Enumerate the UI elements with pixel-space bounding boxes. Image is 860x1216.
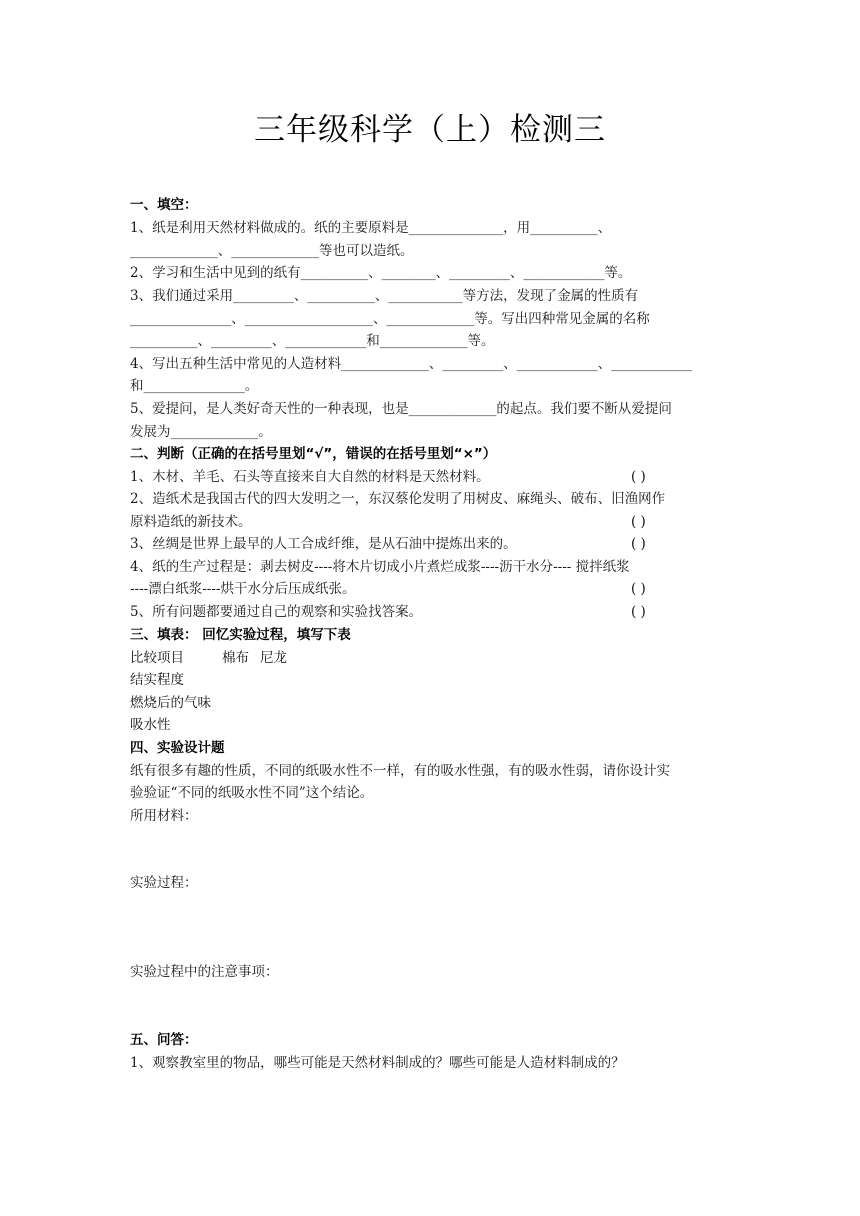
section-3-heading: 三、填表： 回忆实验过程，填写下表 xyxy=(130,627,351,643)
fill-line: 和_______________。 xyxy=(130,378,259,394)
fill-line: 1、纸是利用天然材料做成的。纸的主要原料是______________，用__________、 xyxy=(130,220,612,236)
table-header-cell: 尼龙 xyxy=(260,650,287,666)
page-title: 三年级科学（上）检测三 xyxy=(254,112,606,148)
fill-line: 5、爱提问，是人类好奇天性的一种表现，也是_____________的起点。我们要不断从爱提问 xyxy=(130,401,672,417)
section-1-heading: 一、填空： xyxy=(130,197,198,213)
prompt-line: 验验证“不同的纸吸水性不同”这个结论。 xyxy=(130,785,374,801)
materials-label: 所用材料： xyxy=(130,808,198,824)
table-row-label: 吸水性 xyxy=(130,717,171,733)
judge-item: 4、纸的生产过程是：剥去树皮----将木片切成小片煮烂成浆----沥干水分---- 搅拌纸浆 xyxy=(130,559,630,575)
fill-line: _____________、_____________等也可以造纸。 xyxy=(130,243,414,259)
table-header-cell: 棉布 xyxy=(222,650,249,666)
table-row-label: 结实程度 xyxy=(130,672,184,688)
answer-paren: ( ) xyxy=(631,469,646,485)
fill-line: 4、写出五种生活中常见的人造材料_____________、_________、____________、____________ xyxy=(130,356,693,372)
question-line: 1、观察教室里的物品，哪些可能是天然材料制成的？哪些可能是人造材料制成的？ xyxy=(130,1055,625,1071)
answer-paren: ( ) xyxy=(631,514,646,530)
section-4-heading: 四、实验设计题 xyxy=(130,740,225,756)
fill-line: 2、学习和生活中见到的纸有__________、________、_________、____________等。 xyxy=(130,265,632,281)
prompt-line: 纸有很多有趣的性质，不同的纸吸水性不一样，有的吸水性强，有的吸水性弱，请你设计实 xyxy=(130,763,670,779)
section-5-heading: 五、问答： xyxy=(130,1032,198,1048)
section-2-heading: 二、判断（正确的在括号里划“√”，错误的在括号里划“×”） xyxy=(130,446,497,462)
table-row-label: 燃烧后的气味 xyxy=(130,695,211,711)
fill-line: __________、_________、____________和_____________等。 xyxy=(130,333,495,349)
fill-line: 发展为_____________。 xyxy=(130,424,272,440)
fill-line: 3、我们通过采用_________、__________、___________等方法，发现了金属的性质有 xyxy=(130,288,639,304)
judge-item: 原料造纸的新技术。 xyxy=(130,514,252,530)
judge-item: ----漂白纸浆----烘干水分后压成纸张。 xyxy=(130,581,356,597)
judge-item: 2、造纸术是我国古代的四大发明之一，东汉蔡伦发明了用树皮、麻绳头、破布、旧渔网作 xyxy=(130,491,666,507)
process-label: 实验过程： xyxy=(130,875,198,891)
table-header-cell: 比较项目 xyxy=(130,650,184,666)
answer-paren: ( ) xyxy=(631,604,646,620)
judge-item: 5、所有问题都要通过自己的观察和实验找答案。 xyxy=(130,604,423,620)
notes-label: 实验过程中的注意事项： xyxy=(130,964,279,980)
judge-item: 3、丝绸是世界上最早的人工合成纤维，是从石油中提炼出来的。 xyxy=(130,536,517,552)
answer-paren: ( ) xyxy=(631,581,646,597)
fill-line: _______________、___________________、_____________等。写出四种常见金属的名称 xyxy=(130,311,650,327)
answer-paren: ( ) xyxy=(631,536,646,552)
judge-item: 1、木材、羊毛、石头等直接来自大自然的材料是天然材料。 xyxy=(130,469,490,485)
